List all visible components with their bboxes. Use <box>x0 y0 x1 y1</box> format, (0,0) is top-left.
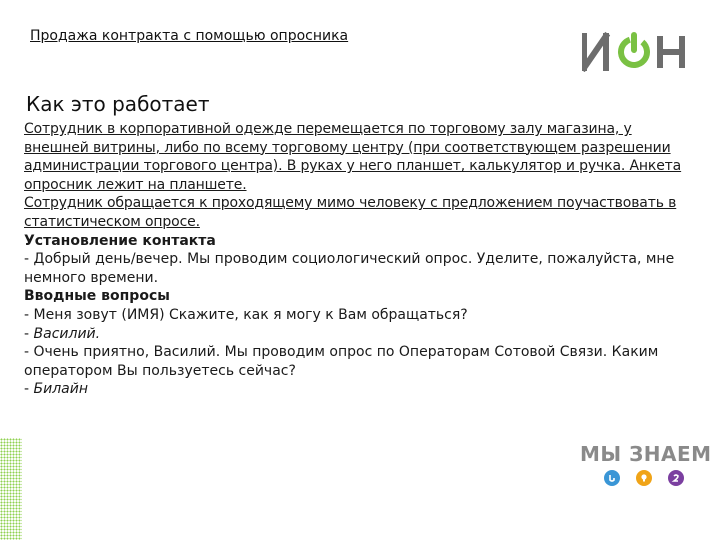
decorative-dot-pattern <box>0 438 22 540</box>
section-title: Как это работает <box>26 92 210 116</box>
paragraph-intro: Сотрудник в корпоративной одежде перемещается по торговому залу магазина, у внешней витрины, либо по всему торговому центру (при соответствующем разрешении администрации торгового центра). В руках у него планшет, калькулятор и ручка. Анкета опросник лежит на планшете. <box>24 121 682 193</box>
answer-operator-dash: - <box>24 381 34 398</box>
answer-operator-text: Билайн <box>33 381 88 398</box>
blue-circle-icon <box>604 470 620 486</box>
line-name-question: - Меня зовут (ИМЯ) Скажите, как я могу к Вам обращаться? <box>24 306 468 323</box>
slogan-icons <box>604 470 694 490</box>
purple-circle-icon <box>668 470 684 486</box>
slogan-text: МЫ ЗНАЕМ <box>580 442 712 466</box>
heading-contact: Установление контакта <box>24 232 216 249</box>
heading-intro-questions: Вводные вопросы <box>24 288 170 305</box>
ion-logo-mark <box>582 30 688 72</box>
answer-name-dash: - <box>24 325 34 342</box>
line-operator-question: - Очень приятно, Василий. Мы проводим опрос по Операторам Сотовой Связи. Каким оператором Вы пользуетесь сейчас? <box>24 344 659 379</box>
ion-logo <box>582 30 688 72</box>
line-greeting: - Добрый день/вечер. Мы проводим социологический опрос. Уделите, пожалуйста, мне немного времени. <box>24 251 675 286</box>
content-body <box>24 120 696 399</box>
answer-name <box>24 325 696 344</box>
answer-name-text: Василий. <box>33 325 101 342</box>
slide-header-title: Продажа контракта с помощью опросника <box>30 28 349 44</box>
paragraph-approach: Сотрудник обращается к проходящему мимо человеку с предложением поучаствовать в статистическом опросе. <box>24 195 677 230</box>
answer-operator <box>24 380 696 399</box>
orange-bulb-circle-icon <box>636 470 652 486</box>
